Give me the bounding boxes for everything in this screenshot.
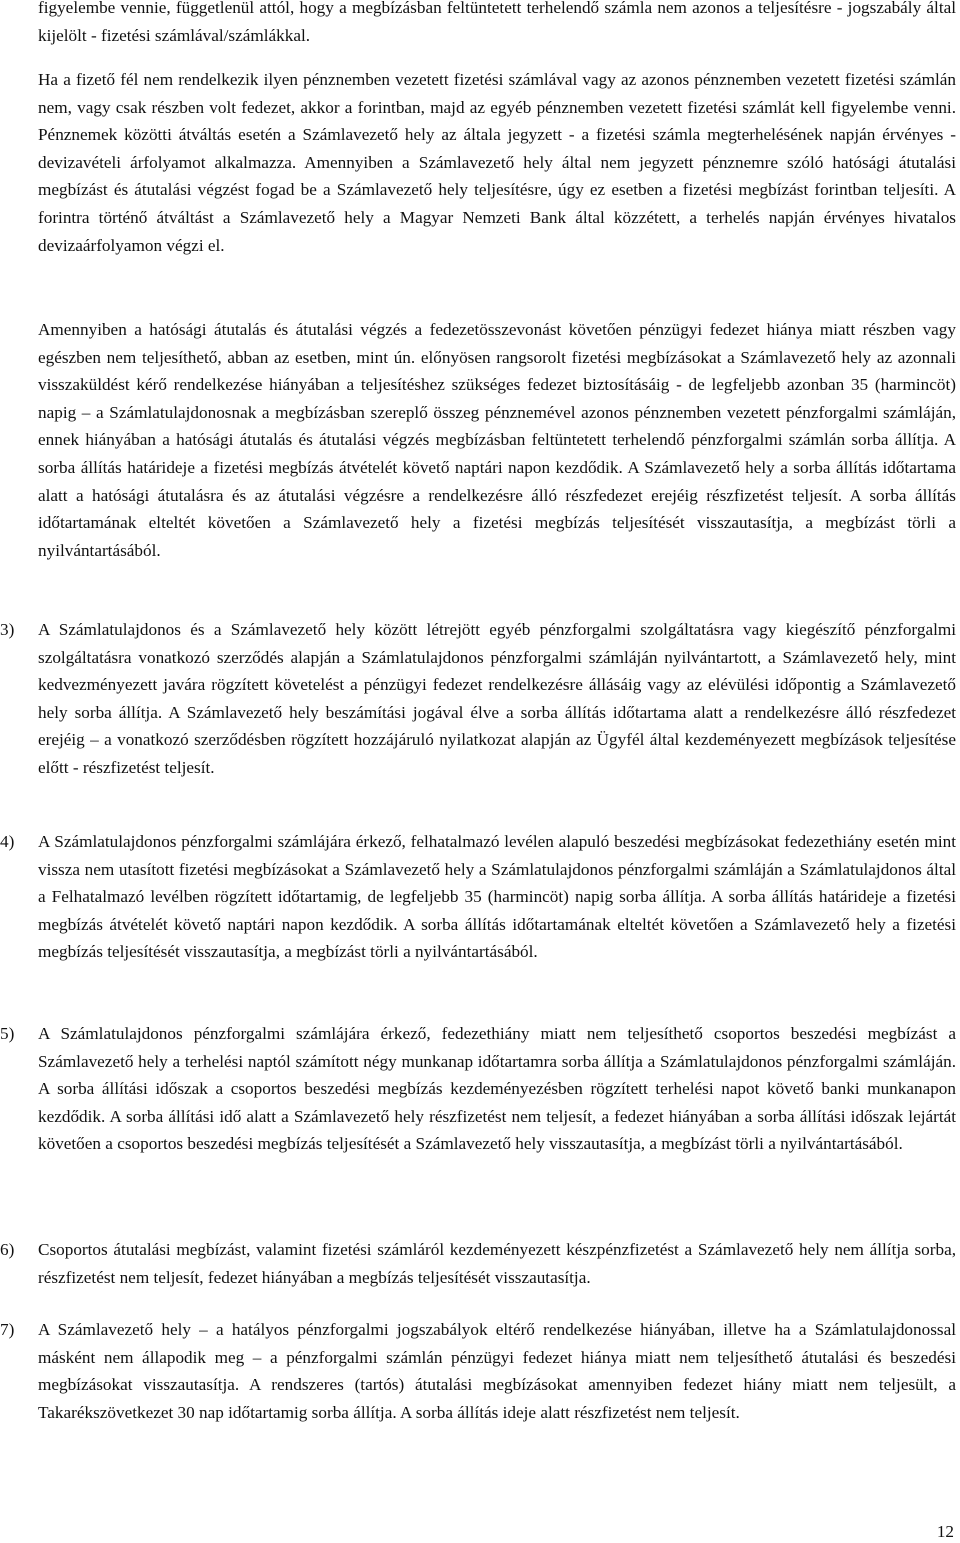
list-text: Csoportos átutalási megbízást, valamint fizetési számláról kezdeményezett készpénzfizetést a Számlavezető hely nem állítja sorba, részfizetést nem teljesít, fedezet hiányában a megbízás teljesítését visszautasítja.: [38, 1240, 956, 1287]
page-number: 12: [936, 1522, 954, 1541]
paragraph-continuation: figyelembe vennie, függetlenül attól, hogy a megbízásban feltüntetett terhelendő számla nem azonos a teljesítésre - jogszabály által kijelölt - fizetési számlával/számlákkal.: [38, 0, 956, 45]
list-number: 6): [0, 1240, 15, 1259]
list-number: 3): [0, 620, 15, 639]
paragraph-authority-transfer: Amennyiben a hatósági átutalás és átutalási végzés a fedezetösszevonást követően pénzügyi fedezet hiánya miatt részben vagy egészben nem teljesíthető, abban az esetben, mint ún. előnyösen rangsorolt fizetési megbízásokat a Számlavezető hely az azonnali visszaküldést kérő rendelkezése hiányában a teljesítéshez szükséges fedezet biztosításáig - de legfeljebb azonban 35 (harmincöt) napig – a Számlatulajdonosnak a megbízásban szereplő összeg pénznemével azonos pénznemben vezetett pénzforgalmi számláján, ennek hiányában a hatósági átutalás és átutalási végzés megbízásban feltüntetett terhelendő pénzforgalmi számlán sorba állítja. A sorba állítás határideje a fizetési megbízás átvételét követő naptári napon kezdődik. A Számlavezető hely a sorba állítás időtartama alatt a hatósági átutalásra és az átutalási végzésre a rendelkezésre álló részfedezet erejéig részfizetést teljesít. A sorba állítás időtartamának elteltét követően a Számlavezető hely a fizetési megbízás teljesítését visszautasítja, a megbízást törli a nyilvántartásából.: [38, 320, 956, 560]
list-number: 5): [0, 1024, 15, 1043]
list-text: A Számlatulajdonos és a Számlavezető hely között létrejött egyéb pénzforgalmi szolgáltatásra vagy kiegészítő pénzforgalmi szolgáltatásra vonatkozó szerződés alapján a Számlatulajdonos pénzforgalmi számláján nyilvántartott, a Számlavezető hely, mint kedvezményezett javára rögzített követelést a pénzügyi fedezet rendelkezésre állásáig vagy az elévülési időpontig a Számlavezető hely sorba állítja. A Számlavezető hely beszámítási jogával élve a sorba állítás időtartama alatt a rendelkezésre álló részfedezet erejéig – a vonatkozó szerződésben rögzített hozzájáruló nyilatkozat alapján az Ügyfél által kezdeményezett megbízások teljesítése előtt - részfizetést teljesít.: [38, 620, 956, 777]
list-text: A Számlatulajdonos pénzforgalmi számlájára érkező, fedezethiány miatt nem teljesíthető csoportos beszedési megbízást a Számlavezető hely a terhelési naptól számított négy munkanap időtartamra sorba állítja a Számlatulajdonos pénzforgalmi számláján. A sorba állítási időszak a csoportos beszedési megbízás kezdeményezésben rögzített terhelési napot követő banki munkanapon kezdődik. A sorba állítási idő alatt a Számlavezető hely részfizetést nem teljesít, a fedezet hiányában a sorba állítási időszak lejártát követően a csoportos beszedési megbízás teljesítését a Számlavezető hely visszautasítja, a megbízást törli a nyilvántartásából.: [38, 1024, 956, 1154]
list-text: A Számlavezető hely – a hatályos pénzforgalmi jogszabályok eltérő rendelkezése hiányában, illetve ha a Számlatulajdonossal másként nem állapodik meg – a pénzforgalmi számlán pénzügyi fedezet hiánya miatt nem teljesíthető átutalási és beszedési megbízásokat visszautasítja. A rendszeres (tartós) átutalási megbízásokat amennyiben fedezet hiány miatt nem teljesült, a Takarékszövetkezet 30 nap időtartamig sorba állítja. A sorba állítás ideje alatt részfizetést nem teljesít.: [38, 1320, 956, 1422]
list-number: 7): [0, 1320, 15, 1339]
paragraph-currency-conversion: Ha a fizető fél nem rendelkezik ilyen pénznemben vezetett fizetési számlával vagy az azonos pénznemben vezetett fizetési számlán nem, vagy csak részben volt fedezet, akkor a forintban, majd az egyéb pénznemben vezetett fizetési számlát kell figyelembe venni. Pénznemek közötti átváltás esetén a Számlavezető hely az általa jegyzett - a fizetési számla megterhelésének napján érvényes - devizavételi árfolyamot alkalmazza. Amennyiben a Számlavezető hely által nem jegyzett pénznemre szóló hatósági átutalási megbízást és átutalási végzést fogad be a Számlavezető hely teljesítésre, úgy ez esetben a fizetési megbízást forintban teljesíti. A forintra történő átváltást a Számlavezető hely a Magyar Nemzeti Bank által közzétett, a terhelés napján érvényes hivatalos devizaárfolyamon végzi el.: [38, 70, 956, 255]
list-text: A Számlatulajdonos pénzforgalmi számlájára érkező, felhatalmazó levélen alapuló beszedési megbízásokat fedezethiány esetén mint vissza nem utasított fizetési megbízásokat a Számlavezető hely a Számlatulajdonos pénzforgalmi számláján a Számlatulajdonos által a Felhatalmazó levélben rögzített időtartamig, de legfeljebb 35 (harmincöt) napig sorba állítja. A sorba állítás határideje a fizetési megbízás átvételét követő naptári napon kezdődik. A sorba állítás időtartamának elteltét követően a Számlavezető hely a fizetési megbízás teljesítését visszautasítja, a megbízást törli a nyilvántartásából.: [38, 832, 956, 962]
list-number: 4): [0, 832, 15, 851]
